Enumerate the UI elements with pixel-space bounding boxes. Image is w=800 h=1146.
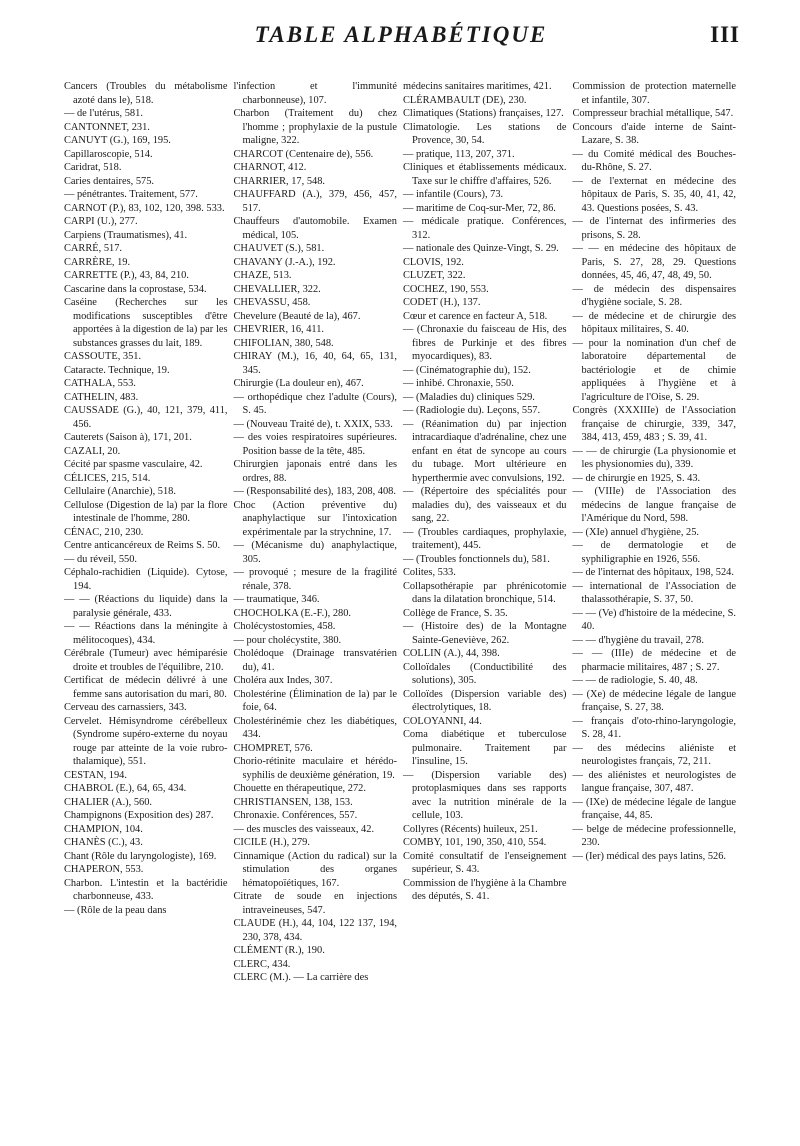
index-entry: CAUSSADE (G.), 40, 121, 379, 411, 456. xyxy=(64,405,228,430)
index-entry: — pour la nomination d'un chef de laboratoire départemental de bactériologie et de chimie appliquées à l'hygiène et à l'agriculture de l'Oise, S. 29. xyxy=(572,337,736,403)
index-entry: — des aliénistes et neurologistes de langue française, 307, 487. xyxy=(572,769,736,794)
index-entry: CHANÈS (C.), 43. xyxy=(64,837,143,848)
index-entry: CHARRIER, 17, 548. xyxy=(233,175,326,187)
index-entry: Cérébrale (Tumeur) avec hémiparésie droite et troubles de l'équilibre, 210. xyxy=(64,648,228,673)
index-entry: Charbon. L'intestin et la bactéridie charbonneuse, 433. xyxy=(64,877,228,902)
index-entry: CHAUVET (S.), 581. xyxy=(233,243,325,254)
index-entry: Cholédoque (Drainage transvatérien du), 41. xyxy=(233,648,397,673)
index-entry: CÉNAC, 210, 230. xyxy=(64,526,144,538)
index-entry: Colloïdales (Conductibilité des solutions), 305. xyxy=(403,661,567,686)
index-entry: CARRÉ, 517. xyxy=(64,243,123,254)
index-entry: CHOCHOLKA (E.-F.), 280. xyxy=(233,607,352,619)
index-entry: CHARCOT (Centenaire de), 556. xyxy=(233,148,374,160)
index-entry: CÉLICES, 215, 514. xyxy=(64,472,151,484)
index-entry: Cholestérinémie chez les diabétiques, 434. xyxy=(233,715,397,740)
index-entry: — infantile (Cours), 73. xyxy=(403,189,504,200)
index-entry: CHEVALLIER, 322. xyxy=(233,283,321,295)
index-entry: CARRÈRE, 19. xyxy=(64,256,131,268)
index-column-1 xyxy=(62,80,232,1135)
index-entry: Climatologie. Les stations de Provence, 30, 54. xyxy=(403,121,567,146)
index-entry: Certificat de médecin délivré à une femme sans autorisation du mari, 80. xyxy=(64,675,228,700)
index-entry: — de médecine et de chirurgie des hôpitaux militaires, S. 40. xyxy=(572,310,736,335)
index-entry: CHAPERON, 553. xyxy=(64,864,144,875)
index-entry: Chorio-rétinite maculaire et hérédo-syphilis de deuxième génération, 19. xyxy=(233,756,397,781)
index-entry: — (Répertoire des spécialités pour maladies du), des vaisseaux et du sang, 22. xyxy=(403,486,567,524)
index-entry: Céphalo-rachidien (Liquide). Cytose, 194. xyxy=(64,567,228,592)
index-entry: Chauffeurs d'automobile. Examen médical, 105. xyxy=(233,216,397,241)
index-entry: — de l'internat des hôpitaux, 198, 524. xyxy=(572,567,734,578)
index-entry: Cellulaire (Anarchie), 518. xyxy=(64,486,176,497)
index-entry: Climatiques (Stations) françaises, 127. xyxy=(403,108,564,119)
index-entry: — (Troubles cardiaques, prophylaxie, traitement), 445. xyxy=(403,526,567,551)
index-entry: — (Troubles fonctionnels du), 581. xyxy=(403,553,550,565)
index-entry: — des voies respiratoires supérieures. Position basse de la tête, 485. xyxy=(233,432,397,457)
index-columns xyxy=(62,80,740,1135)
index-entry: — de dermatologie et de syphiligraphie en 1926, 556. xyxy=(572,540,736,565)
index-entry: — provoqué ; mesure de la fragilité rénale, 378. xyxy=(233,567,397,592)
index-entry: CLAUDE (H.), 44, 104, 122 137, 194, 230, 378, 434. xyxy=(233,918,397,943)
index-entry: Cholestérine (Élimination de la) par le foie, 64. xyxy=(233,688,397,713)
index-entry: CHRISTIANSEN, 138, 153. xyxy=(233,796,353,808)
index-entry: Charbon (Traitement du) chez l'homme ; prophylaxie de la pustule maligne, 322. xyxy=(233,108,397,146)
index-entry: — maritime de Coq-sur-Mer, 72, 86. xyxy=(403,202,556,214)
index-entry: CHAVANY (J.-A.), 192. xyxy=(233,256,336,268)
index-entry: — (Responsabilité des), 183, 208, 408. xyxy=(233,486,396,497)
index-entry: CHAUFFARD (A.), 379, 456, 457, 517. xyxy=(233,189,397,214)
index-entry: Commission de l'hygiène à la Chambre des députés, S. 41. xyxy=(403,877,567,902)
index-entry: Cascarine dans la coprostase, 534. xyxy=(64,283,207,295)
index-entry: CODET (H.), 137. xyxy=(403,297,481,308)
index-entry: — (Nouveau Traité de), t. XXIX, 533. xyxy=(233,418,393,430)
index-entry: CHABROL (E.), 64, 65, 434. xyxy=(64,783,187,794)
index-entry: CLÉMENT (R.), 190. xyxy=(233,945,325,956)
index-entry: Choléra aux Indes, 307. xyxy=(233,675,333,686)
index-entry: CLERC (M.). — La carrière des xyxy=(233,972,369,983)
index-entry: — (XIe) annuel d'hygiène, 25. xyxy=(572,526,700,538)
index-entry: Cataracte. Technique, 19. xyxy=(64,364,170,376)
index-entry: — pour cholécystite, 380. xyxy=(233,634,342,646)
index-entry: Carpiens (Traumatismes), 41. xyxy=(64,229,188,241)
index-entry: — de l'utérus, 581. xyxy=(64,108,143,119)
index-entry: Collyres (Récents) huileux, 251. xyxy=(403,823,538,835)
index-entry: Collège de France, S. 35. xyxy=(403,607,508,619)
index-entry: Cellulose (Digestion de la) par la flore intestinale de l'homme, 280. xyxy=(64,499,228,524)
index-entry: Champignons (Exposition des) 287. xyxy=(64,810,214,821)
index-entry: — de l'internat des infirmeries des prisons, S. 28. xyxy=(572,216,736,241)
index-entry: — traumatique, 346. xyxy=(233,594,320,605)
index-entry: Comité consultatif de l'enseignement supérieur, S. 43. xyxy=(403,850,567,875)
index-entry: — — (IIIe) de médecine et de pharmacie militaires, 487 ; S. 27. xyxy=(572,648,736,673)
index-entry: — de médecin des dispensaires d'hygiène sociale, S. 28. xyxy=(572,283,736,308)
index-entry: CLOVIS, 192. xyxy=(403,256,464,268)
index-entry: Cholécystostomies, 458. xyxy=(233,621,336,632)
index-entry: Centre anticancéreux de Reims S. 50. xyxy=(64,540,221,551)
index-entry: — (Dispersion variable des) protoplasmiques dans ses rapports avec la nutrition minérale de la cellule, 103. xyxy=(403,769,567,821)
index-entry: — (Xe) de médecine légale de langue française, S. 27, 38. xyxy=(572,688,736,713)
index-entry: CAZALI, 20. xyxy=(64,445,121,457)
index-entry: CHAZE, 513. xyxy=(233,270,292,281)
index-entry: l'infection et l'immunité charbonneuse), 107. xyxy=(233,81,397,106)
index-entry: — — de chirurgie (La physionomie et les physionomies du), 339. xyxy=(572,445,736,470)
page-title: TABLE ALPHABÉTIQUE xyxy=(254,22,548,47)
index-entry: CHIFOLIAN, 380, 548. xyxy=(233,337,334,349)
index-entry: — — (Ve) d'histoire de la médecine, S. 40. xyxy=(572,607,736,632)
index-entry: Caridrat, 518. xyxy=(64,162,122,173)
index-entry: — français d'oto-rhino-laryngologie, S. 28, 41. xyxy=(572,715,736,740)
index-entry: Chevelure (Beauté de la), 467. xyxy=(233,310,361,322)
index-entry: Cœur et carence en facteur A, 518. xyxy=(403,310,548,322)
index-entry: — (Rôle de la peau dans xyxy=(64,904,167,916)
index-column-3 xyxy=(401,80,571,1135)
index-entry: Cinnamique (Action du radical) sur la stimulation des organes hématopoïétiques, 167. xyxy=(233,850,397,889)
index-column-4 xyxy=(571,80,741,1135)
index-entry: — pénétrantes. Traitement, 577. xyxy=(64,189,198,200)
index-entry: Chouette en thérapeutique, 272. xyxy=(233,783,366,794)
index-entry: — (IXe) de médecine légale de langue française, 44, 85. xyxy=(572,796,736,821)
index-entry: COLOYANNI, 44. xyxy=(403,715,482,727)
index-entry: Compresseur brachial métallique, 547. xyxy=(572,108,734,119)
index-entry: CANUYT (G.), 169, 195. xyxy=(64,135,171,146)
index-entry: Caséine (Recherches sur les modifications susceptibles d'être apportées à la digestion de la) par les substances grasses du lait, 189. xyxy=(64,297,228,349)
index-entry: Colloïdes (Dispersion variable des) électrolytiques, 18. xyxy=(403,688,567,713)
index-entry: — du Comité médical des Bouches-du-Rhône, S. 27. xyxy=(572,148,736,173)
index-entry: Collapsothérapie par phrénicotomie dans la dilatation bronchique, 514. xyxy=(403,580,567,605)
index-entry: — nationale des Quinze-Vingt, S. 29. xyxy=(403,243,559,254)
index-entry: CHALIER (A.), 560. xyxy=(64,796,153,808)
index-entry: Cécité par spasme vasculaire, 42. xyxy=(64,459,203,470)
index-entry: — — de radiologie, S. 40, 48. xyxy=(572,675,698,686)
index-entry: Coma diabétique et tuberculose pulmonaire. Traitement par l'insuline, 15. xyxy=(403,729,567,767)
index-entry: Chronaxie. Conférences, 557. xyxy=(233,810,358,821)
index-entry: — international de l'Association de thalassothérapie, S. 37, 50. xyxy=(572,580,736,605)
index-entry: Citrate de soude en injections intraveineuses, 547. xyxy=(233,891,397,916)
page-header xyxy=(62,22,740,62)
index-entry: Chirurgien japonais entré dans les ordres, 88. xyxy=(233,459,397,484)
index-entry: CANTONNET, 231. xyxy=(64,121,150,133)
index-entry: — (Maladies du) cliniques 529. xyxy=(403,391,535,403)
index-entry: CICILE (H.), 279. xyxy=(233,837,310,848)
index-entry: CARPI (U.), 277. xyxy=(64,216,138,227)
index-entry: CHARNOT, 412. xyxy=(233,162,307,173)
index-entry: — inhibé. Chronaxie, 550. xyxy=(403,378,514,389)
index-entry: Cervelet. Hémisyndrome cérébelleux (Syndrome supéro-externe du noyau rouge par atteinte de la voie rubro-thalamique), 551. xyxy=(64,715,228,767)
index-entry: — du réveil, 550. xyxy=(64,553,138,565)
index-entry: — des muscles des vaisseaux, 42. xyxy=(233,823,375,835)
index-entry: — orthopédique chez l'adulte (Cours), S. 45. xyxy=(233,391,397,416)
index-entry: CASSOUTE, 351. xyxy=(64,351,142,362)
index-entry: Choc (Action préventive du) anaphylactique sur l'intoxication expérimentale par la strychnine, 17. xyxy=(233,499,397,538)
index-entry: COLLIN (A.), 44, 398. xyxy=(403,648,500,659)
index-entry: CHIRAY (M.), 16, 40, 64, 65, 131, 345. xyxy=(233,351,397,376)
index-entry: — — en médecine des hôpitaux de Paris, S. 27, 28, 29. Questions données, 45, 46, 47, 48, 49, 50. xyxy=(572,243,736,281)
index-entry: CHAMPION, 104. xyxy=(64,823,143,835)
index-entry: Congrès (XXXIIIe) de l'Association française de chirurgie, 339, 347, 384, 413, 459, 483 ; S. 39, 41. xyxy=(572,405,736,443)
index-entry: — — (Réactions du liquide) dans la paralysie générale, 433. xyxy=(64,594,228,619)
index-entry: — belge de médecine professionnelle, 230. xyxy=(572,823,736,848)
index-entry: — — Réactions dans la méningite à mélitocoques), 434. xyxy=(64,621,228,646)
index-entry: Colites, 533. xyxy=(403,567,456,578)
index-entry: — de chirurgie en 1925, S. 43. xyxy=(572,472,701,484)
index-entry: Chirurgie (La douleur en), 467. xyxy=(233,378,364,389)
index-entry: — (Mécanisme du) anaphylactique, 305. xyxy=(233,540,397,565)
index-entry: — (Radiologie du). Leçons, 557. xyxy=(403,405,541,416)
index-entry: — pratique, 113, 207, 371. xyxy=(403,148,515,160)
index-entry: Cancers (Troubles du métabolisme azoté dans le), 518. xyxy=(64,81,228,106)
index-entry: Capillaroscopie, 514. xyxy=(64,148,153,160)
index-entry: CATHALA, 553. xyxy=(64,378,136,389)
index-entry: CARNOT (P.), 83, 102, 120, 398. 533. xyxy=(64,202,225,214)
index-entry: médecins sanitaires maritimes, 421. xyxy=(403,81,552,92)
index-entry: Cauterets (Saison à), 171, 201. xyxy=(64,432,192,443)
index-entry: CLUZET, 322. xyxy=(403,270,466,281)
index-entry: — des médecins aliéniste et neurologistes français, 72, 211. xyxy=(572,742,736,767)
index-entry: — — d'hygiène du travail, 278. xyxy=(572,634,704,646)
index-entry: CHOMPRET, 576. xyxy=(233,742,313,754)
index-entry: CHEVASSU, 458. xyxy=(233,297,311,308)
index-entry: CESTAN, 194. xyxy=(64,769,127,781)
index-entry: — (Cinématographie du), 152. xyxy=(403,364,531,376)
index-column-2 xyxy=(232,80,402,1135)
index-entry: CLERC, 434. xyxy=(233,958,291,970)
index-entry: COCHEZ, 190, 553. xyxy=(403,283,489,295)
index-entry: Commission de protection maternelle et infantile, 307. xyxy=(572,81,736,106)
index-entry: CHEVRIER, 16, 411. xyxy=(233,324,325,335)
index-entry: Chant (Rôle du laryngologiste), 169. xyxy=(64,850,217,862)
index-entry: CLÉRAMBAULT (DE), 230. xyxy=(403,94,527,106)
index-entry: — (Histoire des) de la Montagne Sainte-Geneviève, 262. xyxy=(403,621,567,646)
index-entry: — (VIIIe) de l'Association des médecins de langue française de l'Amérique du Nord, 598. xyxy=(572,486,736,524)
index-entry: — (Ier) médical des pays latins, 526. xyxy=(572,850,727,862)
index-entry: Cliniques et établissements médicaux. Taxe sur le chiffre d'affaires, 526. xyxy=(403,162,567,187)
index-entry: — médicale pratique. Conférences, 312. xyxy=(403,216,567,241)
index-entry: — (Réanimation du) par injection intracardiaque d'adrénaline, chez une enfant en état de syncope au cours du tubage. Mort ultérieure en hyperthermie avec convulsions, 192. xyxy=(403,418,567,484)
index-entry: COMBY, 101, 190, 350, 410, 554. xyxy=(403,837,547,848)
index-entry: CARRETTE (P.), 43, 84, 210. xyxy=(64,270,189,281)
index-entry: CATHELIN, 483. xyxy=(64,391,139,403)
index-entry: — (Chronaxie du faisceau de His, des fibres de Purkinje et des fibres myocardiques), 83. xyxy=(403,324,567,362)
index-entry: Concours d'aide interne de Saint-Lazare, S. 38. xyxy=(572,121,736,146)
page-number: III xyxy=(710,22,740,47)
index-entry: Cerveau des carnassiers, 343. xyxy=(64,702,187,713)
index-entry: — de l'externat en médecine des hôpitaux de Paris, S. 35, 40, 41, 42, 43. Questions posées, S. 43. xyxy=(572,175,736,214)
index-entry: Caries dentaires, 575. xyxy=(64,175,155,187)
